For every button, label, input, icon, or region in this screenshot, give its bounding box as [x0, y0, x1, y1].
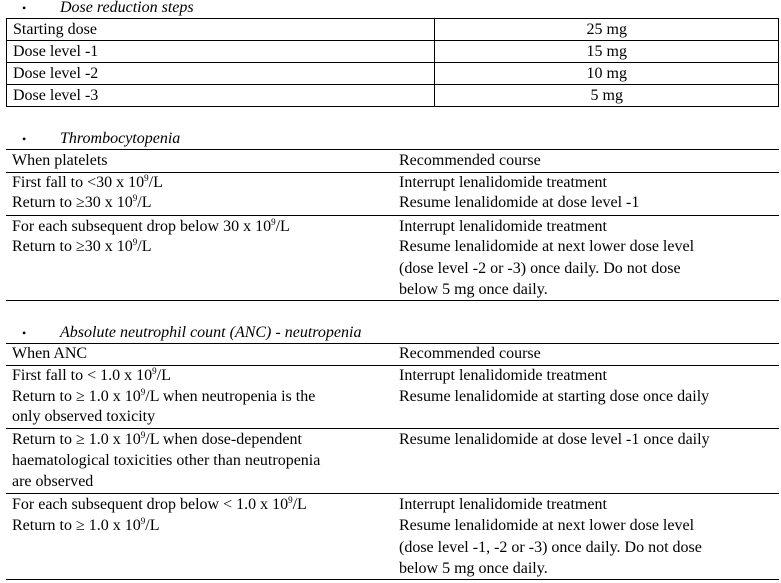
section-title: Absolute neutrophil count (ANC) - neutropenia — [60, 324, 362, 341]
bullet-icon: • — [22, 1, 27, 15]
condition-text: First fall to <30 x $10^9/L$ — [12, 173, 163, 191]
course-text: (dose level -1, -2 or -3) once daily. Do not dose — [399, 539, 702, 556]
condition-text: First fall to < 1.0 x $10^9/L$ — [12, 366, 171, 384]
course-text: Interrupt lenalidomide treatment — [399, 218, 607, 235]
dose-value: 25 mg — [435, 19, 779, 41]
condition-text: For each subsequent drop below < 1.0 x $10^9/L$ — [12, 495, 307, 513]
dose-label: Dose level -2 — [7, 63, 435, 85]
course-text: Resume lenalidomide at dose level -1 — [399, 194, 640, 211]
condition-text: haematological toxicities other than neutropenia — [12, 452, 321, 469]
column-header: Recommended course — [399, 152, 541, 169]
course-text: Resume lenalidomide at dose level -1 once daily — [399, 431, 710, 448]
dose-label: Starting dose — [7, 19, 435, 41]
dose-reduction-table — [6, 18, 779, 107]
course-text: Interrupt lenalidomide treatment — [399, 367, 607, 384]
condition-text: Return to ≥ 1.0 x $10^9/L$ when neutropenia is the — [12, 387, 316, 405]
table-row — [7, 41, 779, 63]
table-row — [7, 85, 779, 107]
table-rule — [6, 149, 779, 150]
dose-label: Dose level -3 — [7, 85, 435, 107]
table-row — [7, 63, 779, 85]
table-rule — [6, 428, 779, 429]
table-rule — [6, 215, 779, 216]
column-header: Recommended course — [399, 345, 541, 362]
thrombocytopenia-table — [6, 149, 779, 301]
condition-text: Return to ≥30 x $10^9/L$ — [12, 193, 152, 211]
table-rule — [6, 343, 779, 344]
course-text: Interrupt lenalidomide treatment — [399, 174, 607, 191]
condition-text: Return to ≥ 1.0 x $10^9/L$ when dose-dependent — [12, 430, 302, 448]
course-text: Resume lenalidomide at next lower dose level — [399, 517, 695, 534]
anc-table — [6, 343, 779, 581]
condition-text: only observed toxicity — [12, 408, 156, 425]
table-rule — [6, 300, 779, 301]
section-title: Thrombocytopenia — [60, 130, 181, 147]
condition-text: For each subsequent drop below 30 x $10^9/L$ — [12, 217, 290, 235]
dose-value: 5 mg — [435, 85, 779, 107]
column-header: When ANC — [12, 345, 88, 362]
course-text: Resume lenalidomide at next lower dose level — [399, 238, 695, 255]
dose-value: 15 mg — [435, 41, 779, 63]
column-header: When platelets — [12, 152, 108, 169]
bullet-icon: • — [22, 326, 27, 340]
course-text: below 5 mg once daily. — [399, 560, 548, 577]
condition-text: are observed — [12, 473, 94, 490]
table-rule — [6, 579, 779, 580]
dose-label: Dose level -1 — [7, 41, 435, 63]
course-text: Resume lenalidomide at starting dose once daily — [399, 388, 710, 405]
bullet-icon: • — [22, 132, 27, 146]
table-rule — [6, 493, 779, 494]
condition-text: Return to ≥30 x $10^9/L$ — [12, 237, 152, 255]
table-row — [7, 19, 779, 41]
course-text: below 5 mg once daily. — [399, 281, 548, 298]
section-title: Dose reduction steps — [60, 0, 194, 16]
course-text: (dose level -2 or -3) once daily. Do not dose — [399, 260, 681, 277]
condition-text: Return to ≥ 1.0 x $10^9/L$ — [12, 516, 160, 534]
course-text: Interrupt lenalidomide treatment — [399, 496, 607, 513]
dose-value: 10 mg — [435, 63, 779, 85]
